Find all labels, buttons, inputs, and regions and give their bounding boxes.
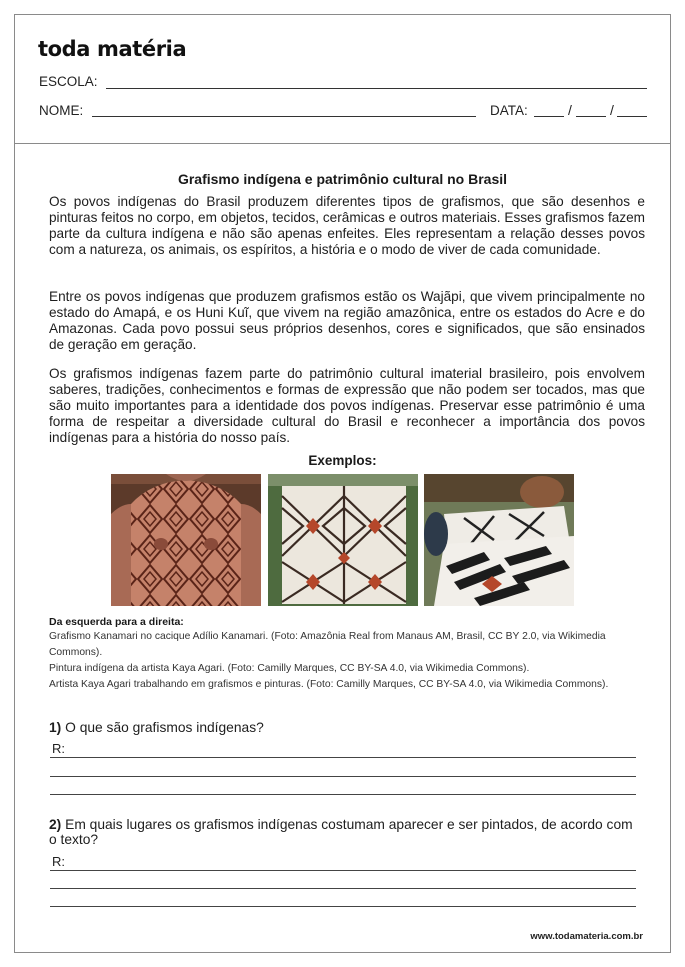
answer-line[interactable] <box>50 888 636 889</box>
paragraph-1: Os povos indígenas do Brasil produzem diferentes tipos de grafismos, que são desenhos e pinturas feitos no corpo, em objetos, tecidos, cerâmicas e outros materiais. Esses grafismos fazem parte da cultura indígena e não são apenas enfeites. Eles representam a relação desses povos com a natureza, os animais, os espíritos, a história e o modo de viver de cada comunidade. <box>49 194 645 257</box>
answer-line[interactable] <box>50 906 636 907</box>
question-text: Em quais lugares os grafismos indígenas costumam aparecer e ser pintados, de acordo com o texto? <box>49 817 633 847</box>
page-title: Grafismo indígena e patrimônio cultural no Brasil <box>177 171 508 187</box>
answer-label: R: <box>52 854 65 869</box>
question-number: 2) <box>49 817 62 832</box>
worksheet-header <box>15 15 670 144</box>
answer-line[interactable] <box>50 757 636 758</box>
caption-line: Artista Kaya Agari trabalhando em grafismos e pinturas. (Foto: Camilly Marques, CC BY-SA 4.0, via Wikimedia Commons). <box>49 679 609 690</box>
date-year-field[interactable] <box>617 116 647 117</box>
photo-artist-working <box>424 474 574 606</box>
answer-line[interactable] <box>50 870 636 871</box>
answer-line[interactable] <box>50 794 636 795</box>
photo-kanamari-body-painting <box>111 474 261 606</box>
name-label: NOME: <box>39 103 84 118</box>
toda-materia-logo: toda matéria <box>38 37 187 61</box>
date-day-field[interactable] <box>534 116 564 117</box>
examples-heading: Exemplos: <box>308 453 377 468</box>
school-label: ESCOLA: <box>39 74 98 89</box>
date-separator: / <box>610 102 614 118</box>
answer-label: R: <box>52 741 65 756</box>
question-text: O que são grafismos indígenas? <box>65 720 264 735</box>
question-number: 1) <box>49 720 62 735</box>
question-2 <box>49 817 639 847</box>
school-field[interactable] <box>106 88 647 89</box>
paragraph-3: Os grafismos indígenas fazem parte do patrimônio cultural imaterial brasileiro, pois envolvem saberes, tradições, conhecimentos e formas de expressão que não podem ser tocados, mas que são muito importantes para a identidade dos povos indígenas. Preservar esse patrimônio é uma forma de respeitar a diversidade cultural do Brasil e reconhecer a importância dos povos indígenas para a história do nosso país. <box>49 366 645 445</box>
photo-kaya-agari-painting <box>268 474 418 606</box>
date-month-field[interactable] <box>576 116 606 117</box>
date-label: DATA: <box>490 103 528 118</box>
caption-line: Pintura indígena da artista Kaya Agari. (Foto: Camilly Marques, CC BY-SA 4.0, via Wikimedia Commons). <box>49 663 530 674</box>
caption-heading: Da esquerda para a direita: <box>49 616 184 628</box>
date-separator: / <box>568 102 572 118</box>
question-1 <box>49 720 639 735</box>
answer-line[interactable] <box>50 776 636 777</box>
paragraph-2: Entre os povos indígenas que produzem grafismos estão os Wajãpi, que vivem principalmente no estado do Amapá, e os Huni Kuĩ, que vivem na região amazônica, entre os estados do Acre e do Amazonas. Cada povo possui seus próprios desenhos, cores e significados, que são ensinados de geração em geração. <box>49 289 645 352</box>
caption-line: Grafismo Kanamari no cacique Adílio Kanamari. (Foto: Amazônia Real from Manaus AM, Brasil, CC BY 2.0, via Wikimedia Commons). <box>49 631 606 658</box>
footer-url[interactable]: www.todamateria.com.br <box>530 931 643 942</box>
name-field[interactable] <box>92 116 476 117</box>
